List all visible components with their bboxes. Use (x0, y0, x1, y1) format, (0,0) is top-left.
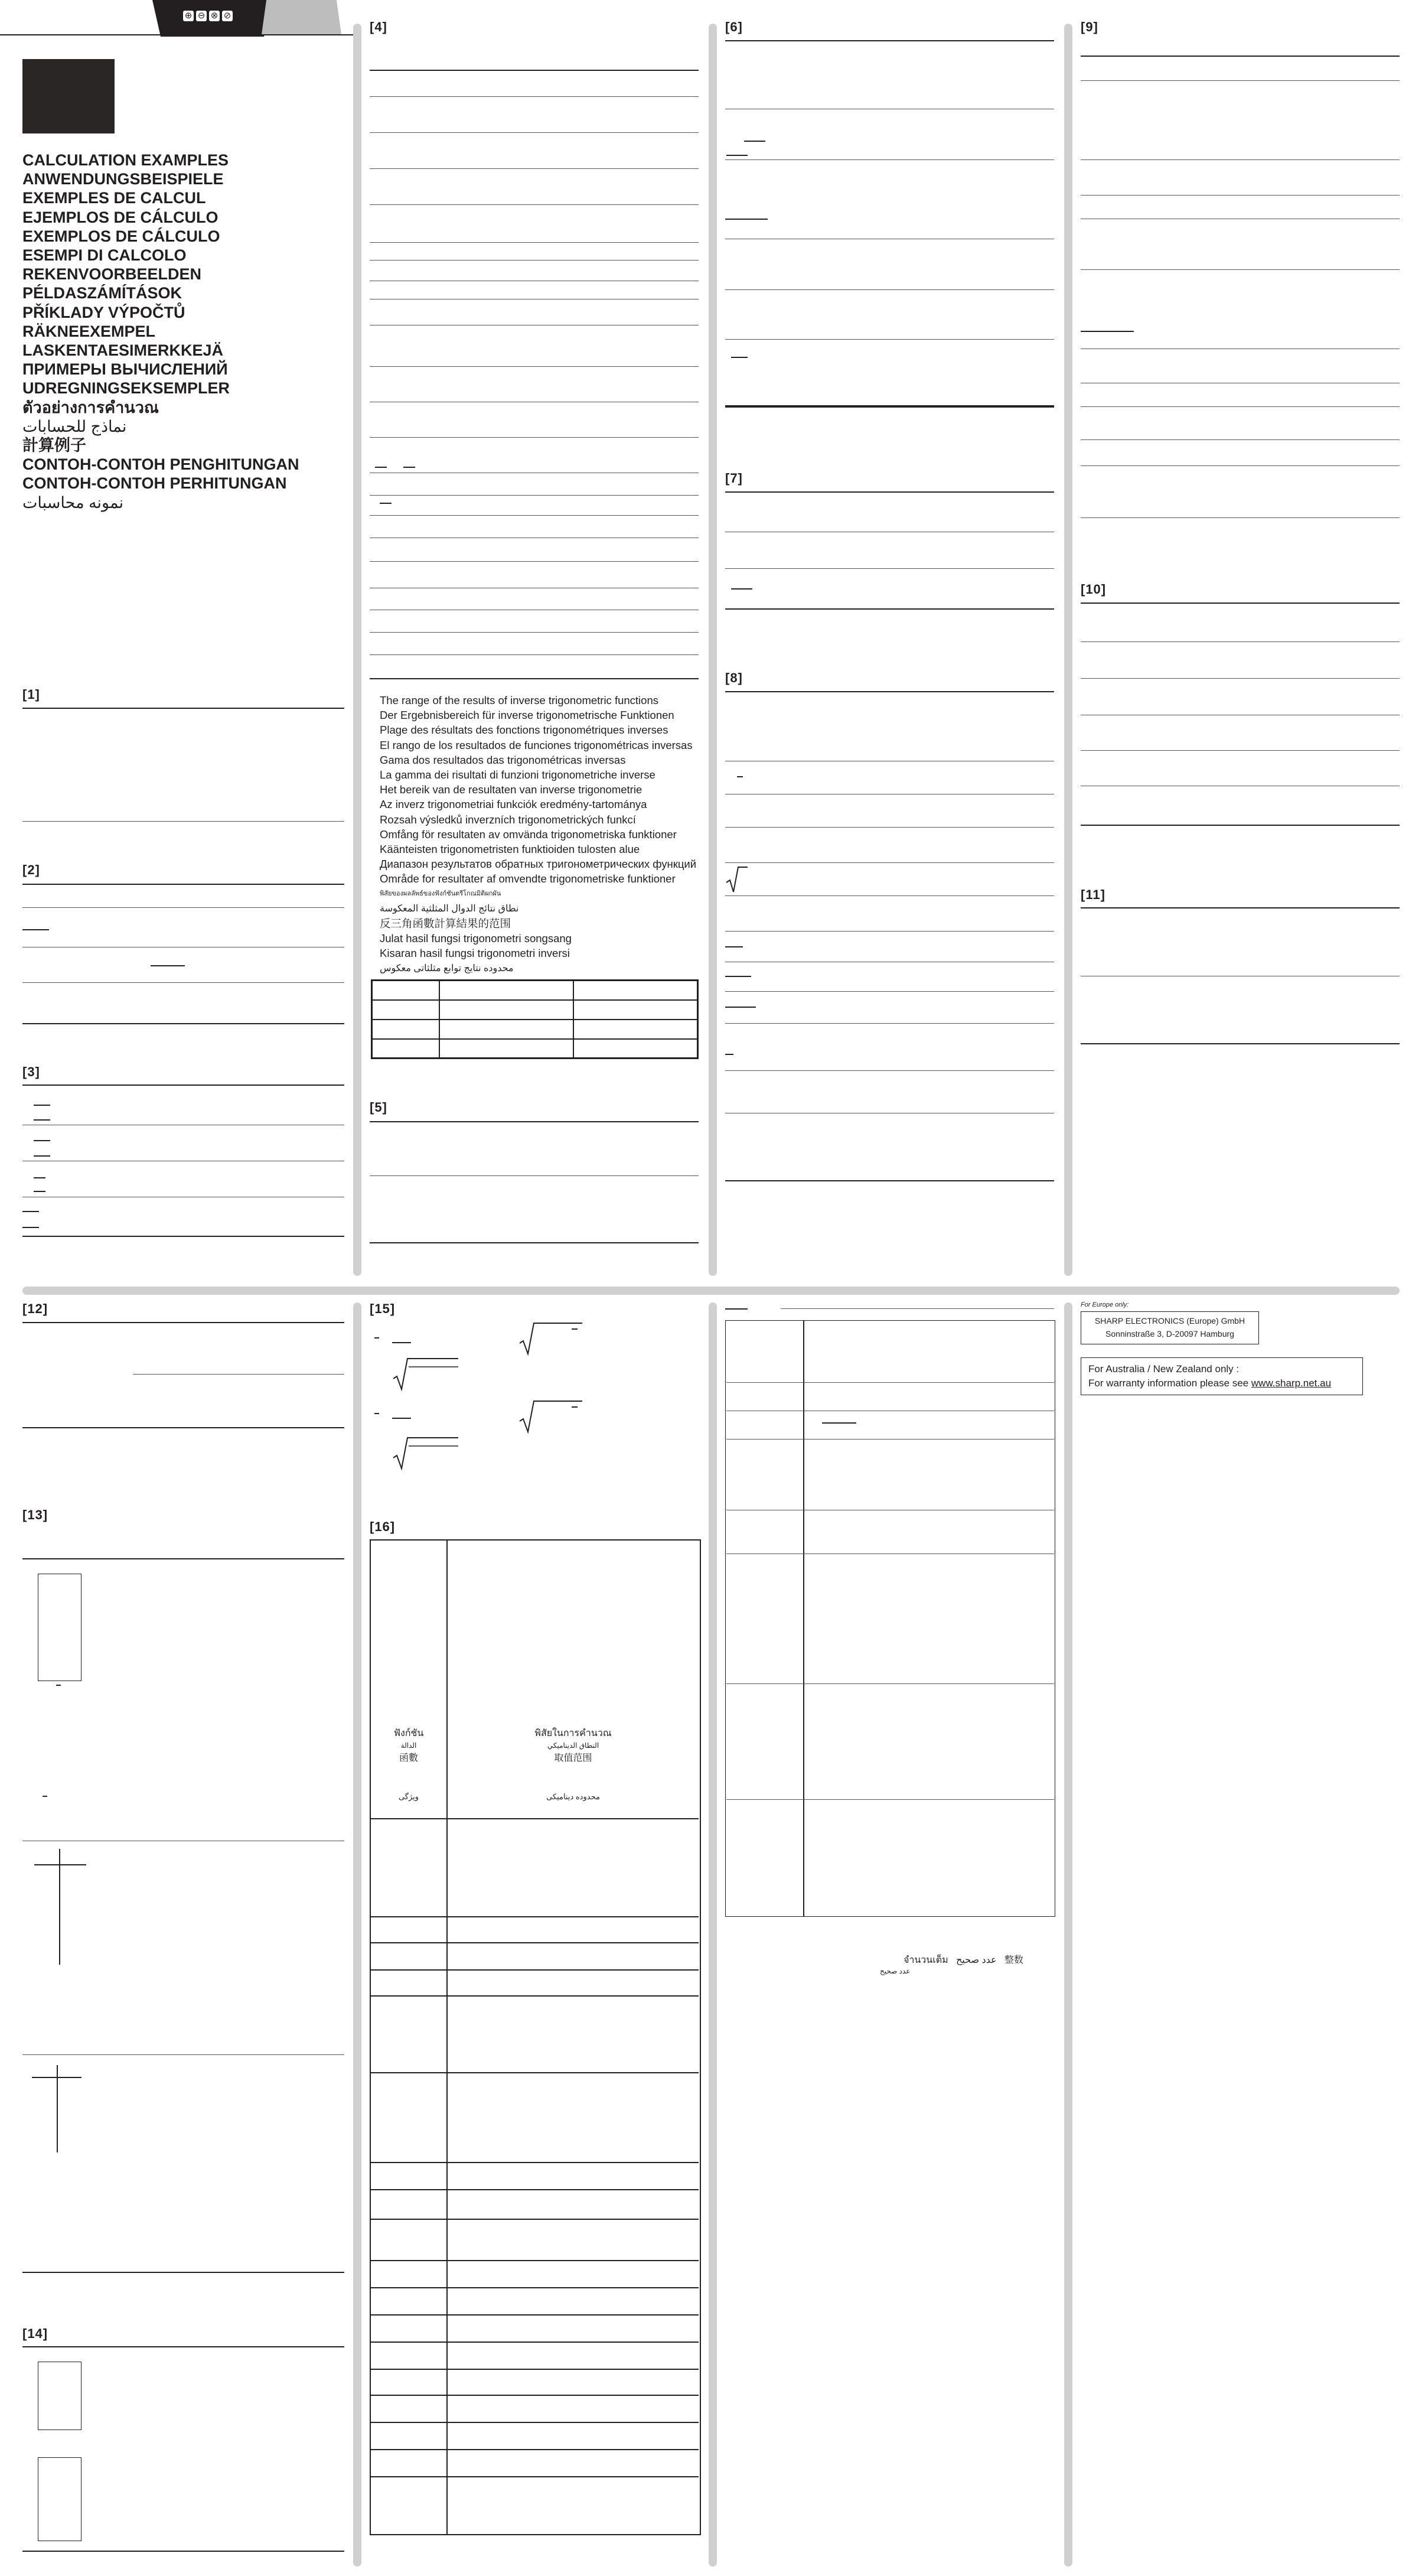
rule (1081, 439, 1400, 440)
column-separator-5 (709, 1302, 717, 2567)
rule (725, 40, 1054, 41)
footnote-zh: 整数 (1004, 1955, 1023, 1965)
rule (725, 946, 743, 947)
rule (1081, 331, 1134, 332)
rule (370, 1175, 699, 1176)
circle-times-icon: ⊗ (209, 11, 220, 21)
header-text-ar: النطاق الديناميكي (547, 1741, 599, 1750)
title-da: UDREGNINGSEKSEMPLER (22, 379, 230, 398)
title-sv: RÄKNEEXEMPEL (22, 322, 156, 340)
rule (725, 289, 1054, 290)
section-label-16: [16] (370, 1519, 396, 1534)
rule (725, 976, 751, 977)
rule (1081, 825, 1400, 826)
range-text-it: La gamma dei risultati di funzioni trigonometriche inverse (380, 768, 655, 781)
footnote-fa: عدد صحیح (880, 1967, 911, 1975)
range-text-th: พิสัยของผลลัพธ์ของฟังก์ชันตรีโกณมิติผกผัน (380, 890, 501, 897)
title-ru: ПРИМЕРЫ ВЫЧИСЛЕНИЙ (22, 360, 228, 379)
rule (726, 1439, 1054, 1440)
rule (1081, 269, 1400, 270)
title-th: ตัวอย่างการคำนวณ (22, 398, 159, 416)
title-nl: REKENVOORBEELDEN (22, 265, 202, 284)
au-warranty-text: For warranty information please see (1088, 1377, 1251, 1389)
rule (371, 2189, 699, 2190)
sqrt-icon (518, 1321, 583, 1356)
title-ar: نماذج للحسابات (22, 417, 127, 435)
range-table-continued (725, 1320, 1055, 1917)
company-name: SHARP ELECTRONICS (Europe) GmbH (1094, 1316, 1245, 1326)
rule (725, 1054, 733, 1055)
rule (1081, 80, 1400, 81)
sqrt-icon (518, 1399, 583, 1434)
rule (371, 2219, 699, 2220)
rule (725, 219, 768, 220)
rule (22, 929, 49, 930)
rule (725, 405, 1054, 408)
rule (22, 884, 344, 885)
rule (22, 1023, 344, 1024)
rule (22, 1322, 344, 1323)
inverse-range-list (380, 693, 696, 976)
rule (403, 467, 415, 468)
rule (371, 2341, 699, 2343)
column-separator-1 (353, 24, 361, 1276)
rule (725, 895, 1054, 896)
range-text-fr: Plage des résultats des fonctions trigonométriques inverses (380, 724, 668, 737)
rule (22, 982, 344, 983)
header-text-zh: 取值范围 (554, 1753, 592, 1763)
inverse-range-table (371, 979, 699, 1059)
display-frame (38, 2362, 81, 2430)
calculator-image (22, 59, 115, 133)
rule (22, 1227, 39, 1228)
sharp-europe-address-box (1081, 1311, 1259, 1344)
rule (370, 1121, 699, 1122)
display-frame (38, 1574, 81, 1681)
footnote-ar: عدد صحيح (955, 1955, 997, 1965)
rule (370, 678, 699, 679)
table-header-function (371, 1727, 446, 1803)
rule (370, 654, 699, 655)
rule (1081, 195, 1400, 196)
range-text-fa: محدوده نتایج توابع مثلثاتی معکوس (380, 963, 514, 973)
section-label-3: [3] (22, 1064, 40, 1079)
header-text-th: พิสัยในการคำนวณ (534, 1728, 612, 1738)
header-tab-grey (262, 0, 341, 34)
rule (725, 491, 1054, 493)
rule (744, 141, 765, 142)
rule (22, 2346, 344, 2347)
europe-only-label: For Europe only: (1081, 1301, 1129, 1308)
title-de: ANWENDUNGSBEISPIELE (22, 170, 224, 188)
rule (1081, 159, 1400, 160)
footnote-th: จำนวนเต็ม (904, 1955, 948, 1965)
header-text-ar: الدالة (400, 1741, 417, 1750)
rule (1081, 907, 1400, 908)
australia-warranty-box (1081, 1357, 1363, 1395)
section-label-7: [7] (725, 471, 743, 486)
title-id: CONTOH-CONTOH PERHITUNGAN (22, 474, 287, 493)
rule (725, 991, 1054, 992)
cross-mark (59, 1849, 60, 1965)
range-text-en: The range of the results of inverse trigonometric functions (380, 694, 658, 706)
rule (1081, 750, 1400, 751)
table-column-divider (446, 1539, 448, 2534)
rule (370, 515, 699, 516)
cross-mark (34, 1864, 86, 1865)
rule (375, 467, 387, 468)
circle-plus-icon: ⊕ (183, 11, 194, 21)
range-text-ar: نطاق نتائج الدوال المثلثية المعكوسة (380, 903, 519, 914)
rule (370, 437, 699, 438)
rule (725, 827, 1054, 828)
section-label-6: [6] (725, 19, 743, 34)
rule (371, 1969, 699, 1971)
section-label-4: [4] (370, 19, 387, 34)
rule (380, 503, 392, 504)
function-range-table (370, 1539, 701, 2535)
title-pt: EXEMPLOS DE CÁLCULO (22, 227, 220, 245)
section-label-1: [1] (22, 687, 40, 702)
rule (371, 1942, 699, 1943)
rule (731, 357, 748, 358)
rule (370, 168, 699, 169)
rule (726, 1683, 1054, 1684)
page-fold-separator (22, 1287, 1400, 1295)
rule (22, 1236, 344, 1237)
cross-mark (57, 2065, 58, 2152)
rule (1081, 603, 1400, 604)
rule (1081, 56, 1400, 57)
rule (370, 632, 699, 633)
company-address: Sonninstraße 3, D-20097 Hamburg (1105, 1329, 1234, 1339)
rule (371, 2422, 699, 2423)
rule (370, 1242, 699, 1243)
rule (370, 561, 699, 562)
rule (371, 2162, 699, 2163)
rule (392, 1418, 411, 1419)
rule (370, 96, 699, 97)
rule (34, 1177, 45, 1178)
title-en: CALCULATION EXAMPLES (22, 151, 229, 169)
rule (725, 1308, 748, 1310)
rule (1081, 678, 1400, 679)
title-zh: 計算例子 (22, 437, 86, 455)
range-text-da: Område for resultater af omvendte trigonometriske funktioner (380, 872, 676, 885)
title-hu: PÉLDASZÁMÍTÁSOK (22, 284, 182, 302)
rule (1081, 406, 1400, 407)
rule (371, 2395, 699, 2396)
range-text-es: El rango de los resultados de funciones trigonométricas inversas (380, 738, 693, 751)
rule (725, 691, 1054, 692)
integer-footnote (904, 1952, 1023, 1968)
rule (1081, 641, 1400, 642)
section-label-12: [12] (22, 1301, 48, 1316)
rule (781, 1308, 1054, 1309)
circle-minus-icon: ⊖ (196, 11, 207, 21)
title-cs: PŘÍKLADY VÝPOČTŮ (22, 303, 185, 321)
table-column-divider (803, 1320, 804, 1917)
rule (370, 204, 699, 205)
range-text-fi: Käänteisten trigonometristen funktioiden tulosten alue (380, 843, 640, 856)
rule (370, 132, 699, 133)
rule (392, 1342, 411, 1343)
display-frame (38, 2457, 81, 2541)
section-label-8: [8] (725, 670, 743, 685)
rule (725, 931, 1054, 932)
rule (737, 776, 743, 777)
rule (1081, 517, 1400, 518)
rule (371, 2260, 699, 2261)
rule (726, 1382, 1054, 1383)
sqrt-icon (392, 1435, 461, 1471)
rule (22, 2272, 344, 2273)
rule (1081, 465, 1400, 466)
rule (22, 1211, 39, 1212)
section-label-15: [15] (370, 1301, 396, 1316)
column-separator-3 (1064, 24, 1072, 1276)
rule (370, 366, 699, 367)
rule (374, 1337, 379, 1339)
rule (34, 1119, 50, 1121)
rule (725, 862, 1054, 863)
rule (1081, 1043, 1400, 1044)
header-text-th: ฟังก์ชัน (393, 1728, 424, 1738)
rule (133, 1374, 344, 1375)
cross-mark (32, 2077, 81, 2078)
rule (374, 1413, 379, 1414)
rule (22, 2551, 344, 2552)
au-warranty-line1: For Australia / New Zealand only : (1088, 1363, 1240, 1375)
rule (725, 1070, 1054, 1071)
rule (22, 708, 344, 709)
section-label-10: [10] (1081, 582, 1107, 597)
circle-divide-icon: ⊘ (222, 11, 233, 21)
rule (725, 159, 1054, 160)
title-list (22, 151, 299, 512)
rule (56, 1685, 61, 1686)
rule (371, 1916, 699, 1917)
rule (34, 1155, 50, 1157)
rule (726, 155, 748, 156)
sqrt-icon (392, 1356, 461, 1392)
rule (22, 1427, 344, 1428)
rule (22, 2054, 344, 2055)
title-es: EJEMPLOS DE CÁLCULO (22, 208, 218, 226)
header-text-zh: 函數 (399, 1753, 418, 1763)
rule (371, 2287, 699, 2288)
sqrt-icon (725, 866, 749, 893)
header-text-fa: محدوده دینامیکی (546, 1792, 600, 1801)
range-text-zh: 反三角函數計算結果的范围 (380, 917, 511, 930)
range-text-pt: Gama dos resultados das trigonométricas inversas (380, 753, 626, 766)
range-text-de: Der Ergebnisbereich für inverse trigonometrische Funktionen (380, 709, 674, 722)
rule (725, 339, 1054, 340)
column-separator-2 (709, 24, 717, 1276)
rule (371, 1818, 699, 1819)
range-text-id: Kisaran hasil fungsi trigonometri inversi (380, 947, 570, 960)
header-rule (0, 34, 357, 35)
rule (22, 821, 344, 822)
rule (822, 1422, 856, 1424)
rule (371, 2449, 699, 2450)
rule (43, 1796, 47, 1797)
rule (370, 70, 699, 71)
section-label-13: [13] (22, 1507, 48, 1522)
range-text-ms: Julat hasil fungsi trigonometri songsang (380, 932, 572, 945)
rule (151, 965, 185, 966)
rule (725, 1007, 756, 1008)
rule (370, 495, 699, 496)
rule (725, 1023, 1054, 1024)
section-label-9: [9] (1081, 19, 1098, 34)
range-text-cs: Rozsah výsledků inverzních trigonometrických funkcí (380, 813, 636, 826)
title-fi: LASKENTAESIMERKKEJÄ (22, 341, 224, 360)
rule (370, 242, 699, 243)
rule (34, 1105, 50, 1106)
rule (371, 2314, 699, 2316)
rule (371, 1995, 699, 1997)
au-warranty-line2 (1088, 1376, 1362, 1390)
rule (371, 2476, 699, 2477)
rule (371, 2369, 699, 2370)
title-it: ESEMPI DI CALCOLO (22, 246, 187, 265)
title-ms: CONTOH-CONTOH PENGHITUNGAN (22, 455, 299, 474)
title-fa: نمونه محاسبات (22, 493, 124, 512)
section-label-5: [5] (370, 1100, 387, 1115)
rule (22, 907, 344, 908)
column-separator-6 (1064, 1302, 1072, 2567)
header-text-fa: ویژگی (398, 1792, 419, 1801)
rule (34, 1140, 50, 1141)
rule (725, 568, 1054, 569)
rule (731, 588, 752, 590)
range-text-nl: Het bereik van de resultaten van inverse trigonometrie (380, 783, 642, 796)
rule (371, 2072, 699, 2073)
section-label-2: [2] (22, 862, 40, 877)
rule (725, 1180, 1054, 1181)
range-text-hu: Az inverz trigonometriai funkciók eredmény-tartománya (380, 798, 647, 811)
range-text-ru: Диапазон результатов обратных тригонометрических функций (380, 858, 697, 871)
section-label-14: [14] (22, 2326, 48, 2341)
table-header-range (448, 1727, 699, 1803)
rule (34, 1191, 45, 1192)
rule (22, 1085, 344, 1086)
header-key-row (183, 11, 233, 21)
rule (725, 608, 1054, 610)
sharp-au-link[interactable]: www.sharp.net.au (1251, 1377, 1332, 1389)
rule (726, 1799, 1054, 1800)
section-label-11: [11] (1081, 887, 1105, 902)
title-fr: EXEMPLES DE CALCUL (22, 189, 206, 207)
column-separator-4 (353, 1302, 361, 2567)
rule (22, 1558, 344, 1559)
range-text-sv: Omfång för resultaten av omvända trigonometriska funktioner (380, 828, 677, 841)
